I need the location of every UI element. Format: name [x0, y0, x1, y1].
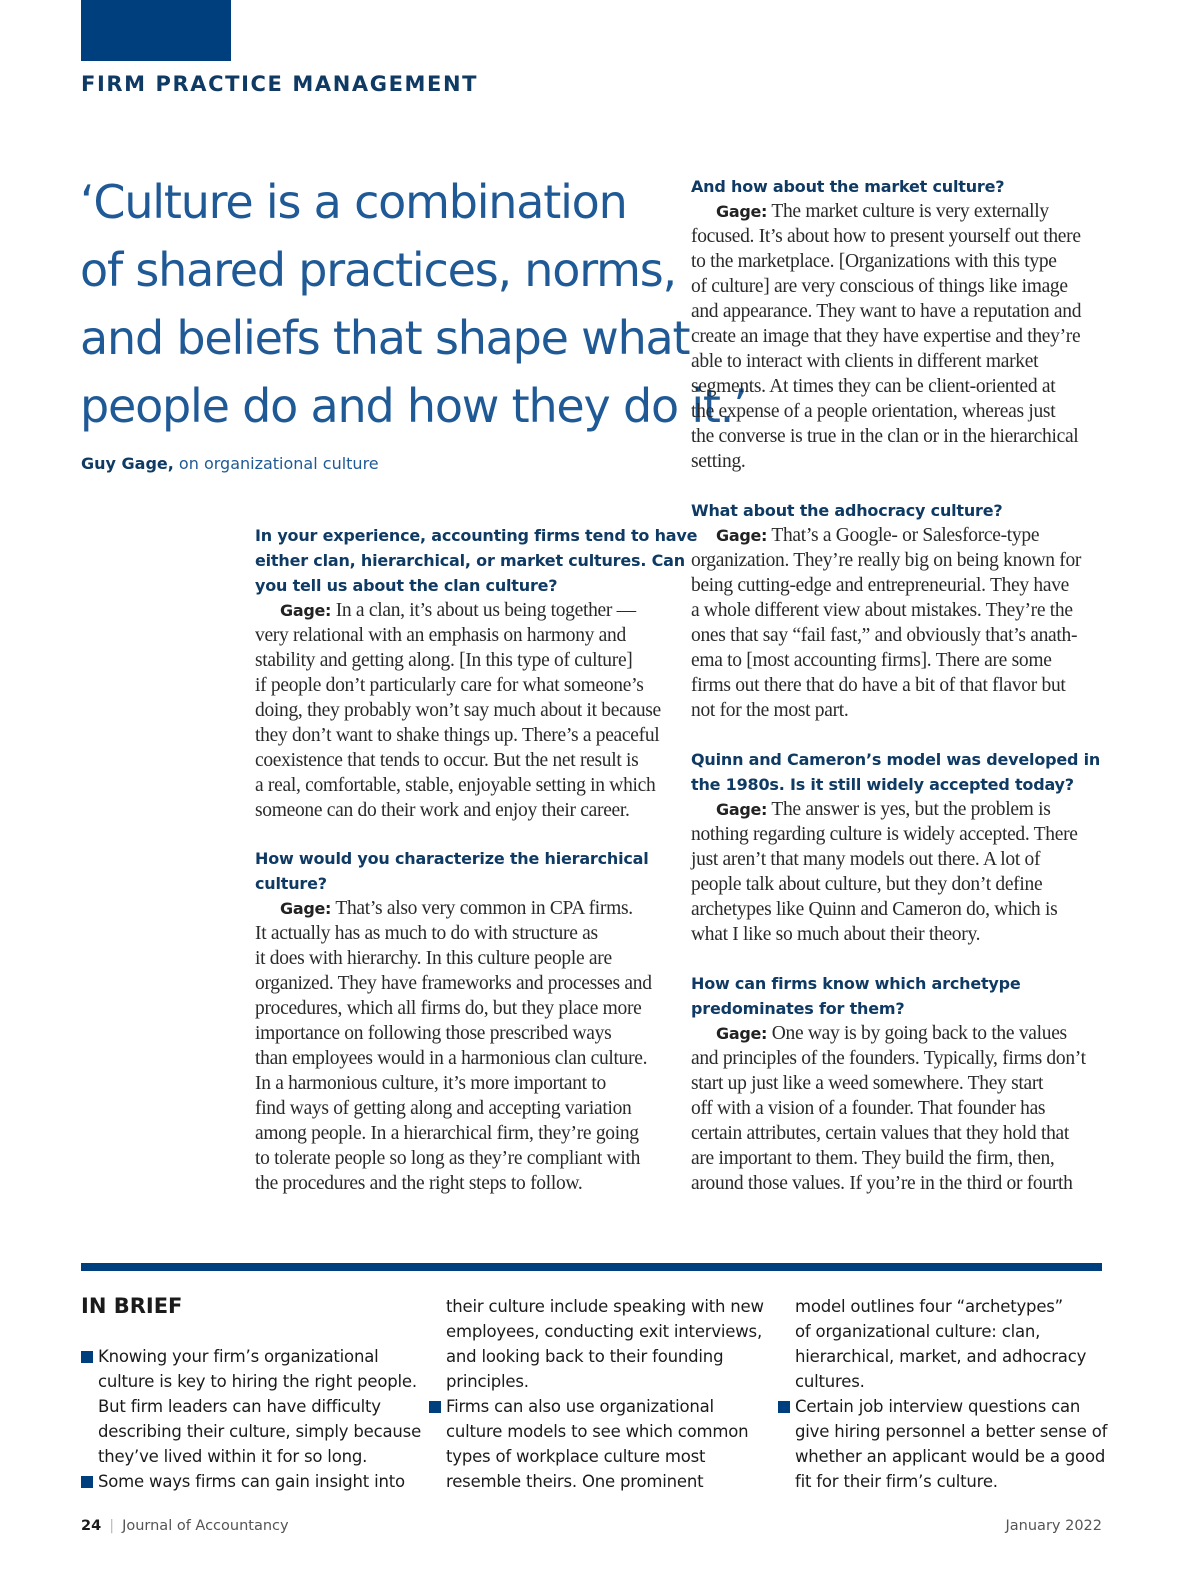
speaker-label: Gage:: [716, 800, 768, 819]
answer-line: archetypes like Quinn and Cameron do, which is: [691, 899, 1058, 920]
speaker-label: Gage:: [716, 1024, 768, 1043]
qa-block: [255, 523, 698, 823]
question-line: In your experience, accounting firms tend to have: [255, 526, 698, 545]
answer-line: they don’t want to shake things up. There’s a peaceful: [255, 725, 660, 746]
answer-line: the procedures and the right steps to follow.: [255, 1173, 583, 1194]
answer-line: ones that say “fail fast,” and obviously that’s anath-: [691, 625, 1078, 646]
section-label: FIRM PRACTICE MANAGEMENT: [81, 72, 479, 96]
answer-text: That’s a Google- or Salesforce-type: [767, 525, 1040, 546]
answer-first-line: [691, 199, 1111, 224]
qa-block: [691, 498, 1111, 723]
qa-block: [691, 971, 1111, 1196]
interview-answer: [255, 598, 675, 823]
answer-line: the converse is true in the clan or in the hierarchical: [691, 426, 1079, 447]
speaker-label: Gage:: [716, 526, 768, 545]
interview-question: [691, 747, 1111, 797]
in-brief-line: and looking back to their founding: [446, 1347, 724, 1366]
answer-line: certain attributes, certain values that they hold that: [691, 1123, 1069, 1144]
answer-line: what I like so much about their theory.: [691, 924, 981, 945]
interview-question: [691, 498, 1111, 523]
in-brief-column-3: [795, 1294, 1107, 1494]
answer-line: someone can do their work and enjoy their career.: [255, 800, 630, 821]
answer-line: create an image that they have expertise and they’re: [691, 326, 1081, 347]
speaker-label: Gage:: [280, 899, 332, 918]
qa-block: [691, 747, 1111, 947]
square-bullet-icon: [778, 1401, 790, 1413]
in-brief-line: But firm leaders can have difficulty: [98, 1397, 381, 1416]
footer-separator: |: [109, 1518, 115, 1534]
in-brief-text: Certain job interview questions can: [795, 1397, 1081, 1416]
in-brief-column-1: [98, 1344, 421, 1494]
question-line: predominates for them?: [691, 999, 905, 1018]
answer-text: The market culture is very externally: [767, 201, 1049, 222]
in-brief-title: IN BRIEF: [81, 1294, 183, 1318]
answer-line: a whole different view about mistakes. They’re the: [691, 600, 1073, 621]
pull-quote-attribution: [81, 454, 379, 473]
in-brief-line: describing their culture, simply because: [98, 1422, 422, 1441]
answer-text: That’s also very common in CPA firms.: [331, 898, 633, 919]
page-number: 24: [81, 1518, 102, 1534]
question-line: you tell us about the clan culture?: [255, 576, 558, 595]
answer-line: off with a vision of a founder. That founder has: [691, 1098, 1046, 1119]
answer-line: setting.: [691, 451, 746, 472]
interview-answer: [691, 1021, 1111, 1196]
square-bullet-icon: [81, 1351, 93, 1363]
question-line: How would you characterize the hierarchical: [255, 849, 649, 868]
pull-quote-line: ‘Culture is a combination: [80, 175, 627, 229]
pull-quote-line: of shared practices, norms,: [80, 243, 676, 297]
answer-line: organization. They’re really big on being known for: [691, 550, 1082, 571]
answer-line: people talk about culture, but they don’t define: [691, 874, 1043, 895]
in-brief-bullet-item: [98, 1344, 421, 1369]
header-accent-bar: [81, 0, 231, 61]
in-brief-column-2: [446, 1294, 764, 1494]
answer-line: around those values. If you’re in the third or fourth: [691, 1173, 1073, 1194]
in-brief-line: model outlines four “archetypes”: [795, 1297, 1064, 1316]
answer-line: stability and getting along. [In this type of culture]: [255, 650, 633, 671]
in-brief-bullet-item: [795, 1394, 1107, 1419]
answer-text: The answer is yes, but the problem is: [767, 799, 1051, 820]
square-bullet-icon: [81, 1476, 93, 1488]
in-brief-rule: [81, 1263, 1102, 1271]
answer-first-line: [255, 598, 675, 623]
in-brief-line: they’ve lived within it for so long.: [98, 1447, 368, 1466]
in-brief-bullet-item: [446, 1394, 764, 1419]
qa-block: [691, 174, 1111, 474]
answer-line: ema to [most accounting firms]. There are some: [691, 650, 1052, 671]
answer-first-line: [691, 797, 1111, 822]
answer-line: very relational with an emphasis on harmony and: [255, 625, 626, 646]
answer-line: segments. At times they can be client-oriented at: [691, 376, 1056, 397]
interview-question: [691, 971, 1111, 1021]
answer-line: being cutting-edge and entrepreneurial. They have: [691, 575, 1070, 596]
in-brief-line: their culture include speaking with new: [446, 1297, 764, 1316]
in-brief-line: culture is key to hiring the right people.: [98, 1372, 417, 1391]
answer-line: a real, comfortable, stable, enjoyable setting in which: [255, 775, 656, 796]
answer-line: It actually has as much to do with structure as: [255, 923, 598, 944]
in-brief-line: types of workplace culture most: [446, 1447, 706, 1466]
in-brief-line: principles.: [446, 1372, 529, 1391]
answer-line: than employees would in a harmonious clan culture.: [255, 1048, 648, 1069]
answer-line: able to interact with clients in different market: [691, 351, 1039, 372]
answer-line: of culture] are very conscious of things like image: [691, 276, 1068, 297]
answer-line: and appearance. They want to have a reputation and: [691, 301, 1082, 322]
answer-line: and principles of the founders. Typically, firms don’t: [691, 1048, 1086, 1069]
speaker-label: Gage:: [716, 202, 768, 221]
in-brief-line: hierarchical, market, and adhocracy: [795, 1347, 1087, 1366]
answer-line: organized. They have frameworks and processes and: [255, 973, 652, 994]
answer-line: focused. It’s about how to present yourself out there: [691, 226, 1081, 247]
answer-text: In a clan, it’s about us being together —: [331, 600, 636, 621]
interview-question: [255, 523, 698, 598]
answer-first-line: [255, 896, 675, 921]
question-line: the 1980s. Is it still widely accepted today?: [691, 775, 1074, 794]
answer-line: importance on following those prescribed ways: [255, 1023, 612, 1044]
in-brief-line: employees, conducting exit interviews,: [446, 1322, 762, 1341]
answer-line: just aren’t that many models out there. A lot of: [691, 849, 1041, 870]
answer-line: among people. In a hierarchical firm, they’re going: [255, 1123, 639, 1144]
answer-first-line: [691, 523, 1111, 548]
answer-line: In a harmonious culture, it’s more important to: [255, 1073, 606, 1094]
interview-answer: [255, 896, 675, 1196]
pull-quote-line: people do and how they do it.’: [80, 379, 747, 433]
question-line: either clan, hierarchical, or market cultures. Can: [255, 551, 685, 570]
question-line: culture?: [255, 874, 327, 893]
in-brief-line: cultures.: [795, 1372, 865, 1391]
footer-folio: [81, 1518, 289, 1534]
in-brief-line: culture models to see which common: [446, 1422, 749, 1441]
answer-line: start up just like a weed somewhere. They start: [691, 1073, 1044, 1094]
answer-line: firms out there that do have a bit of that flavor but: [691, 675, 1066, 696]
interview-answer: [691, 797, 1111, 947]
answer-first-line: [691, 1021, 1111, 1046]
answer-text: One way is by going back to the values: [767, 1023, 1067, 1044]
in-brief-text: Knowing your firm’s organizational: [98, 1347, 379, 1366]
in-brief-line: fit for their firm’s culture.: [795, 1472, 998, 1491]
question-line: How can firms know which archetype: [691, 974, 1021, 993]
answer-line: not for the most part.: [691, 700, 849, 721]
answer-line: nothing regarding culture is widely accepted. There: [691, 824, 1078, 845]
answer-line: to tolerate people so long as they’re compliant with: [255, 1148, 641, 1169]
in-brief-text: Firms can also use organizational: [446, 1397, 714, 1416]
in-brief-bullet-item: [98, 1469, 421, 1494]
interview-answer: [691, 523, 1111, 723]
qa-block: [255, 846, 675, 1196]
answer-line: to the marketplace. [Organizations with this type: [691, 251, 1057, 272]
answer-line: if people don’t particularly care for what someone’s: [255, 675, 644, 696]
square-bullet-icon: [429, 1401, 441, 1413]
interview-answer: [691, 199, 1111, 474]
answer-line: the expense of a people orientation, whereas just: [691, 401, 1056, 422]
in-brief-line: of organizational culture: clan,: [795, 1322, 1041, 1341]
attribution-text: on organizational culture: [173, 454, 379, 473]
interview-question: [691, 174, 1111, 199]
answer-line: find ways of getting along and accepting variation: [255, 1098, 632, 1119]
question-line: Quinn and Cameron’s model was developed in: [691, 750, 1101, 769]
question-line: What about the adhocracy culture?: [691, 501, 1003, 520]
publication-name: Journal of Accountancy: [122, 1518, 289, 1534]
in-brief-line: give hiring personnel a better sense of: [795, 1422, 1108, 1441]
answer-line: coexistence that tends to occur. But the net result is: [255, 750, 639, 771]
interview-question: [255, 846, 675, 896]
answer-line: it does with hierarchy. In this culture people are: [255, 948, 612, 969]
answer-line: doing, they probably won’t say much about it because: [255, 700, 661, 721]
answer-line: are important to them. They build the firm, then,: [691, 1148, 1055, 1169]
question-line: And how about the market culture?: [691, 177, 1005, 196]
attribution-name: Guy Gage,: [81, 454, 174, 473]
in-brief-line: resemble theirs. One prominent: [446, 1472, 704, 1491]
pull-quote-line: and beliefs that shape what: [80, 311, 690, 365]
issue-date: January 2022: [1005, 1518, 1102, 1534]
in-brief-text: Some ways firms can gain insight into: [98, 1472, 405, 1491]
in-brief-line: whether an applicant would be a good: [795, 1447, 1106, 1466]
answer-line: procedures, which all firms do, but they place more: [255, 998, 642, 1019]
speaker-label: Gage:: [280, 601, 332, 620]
